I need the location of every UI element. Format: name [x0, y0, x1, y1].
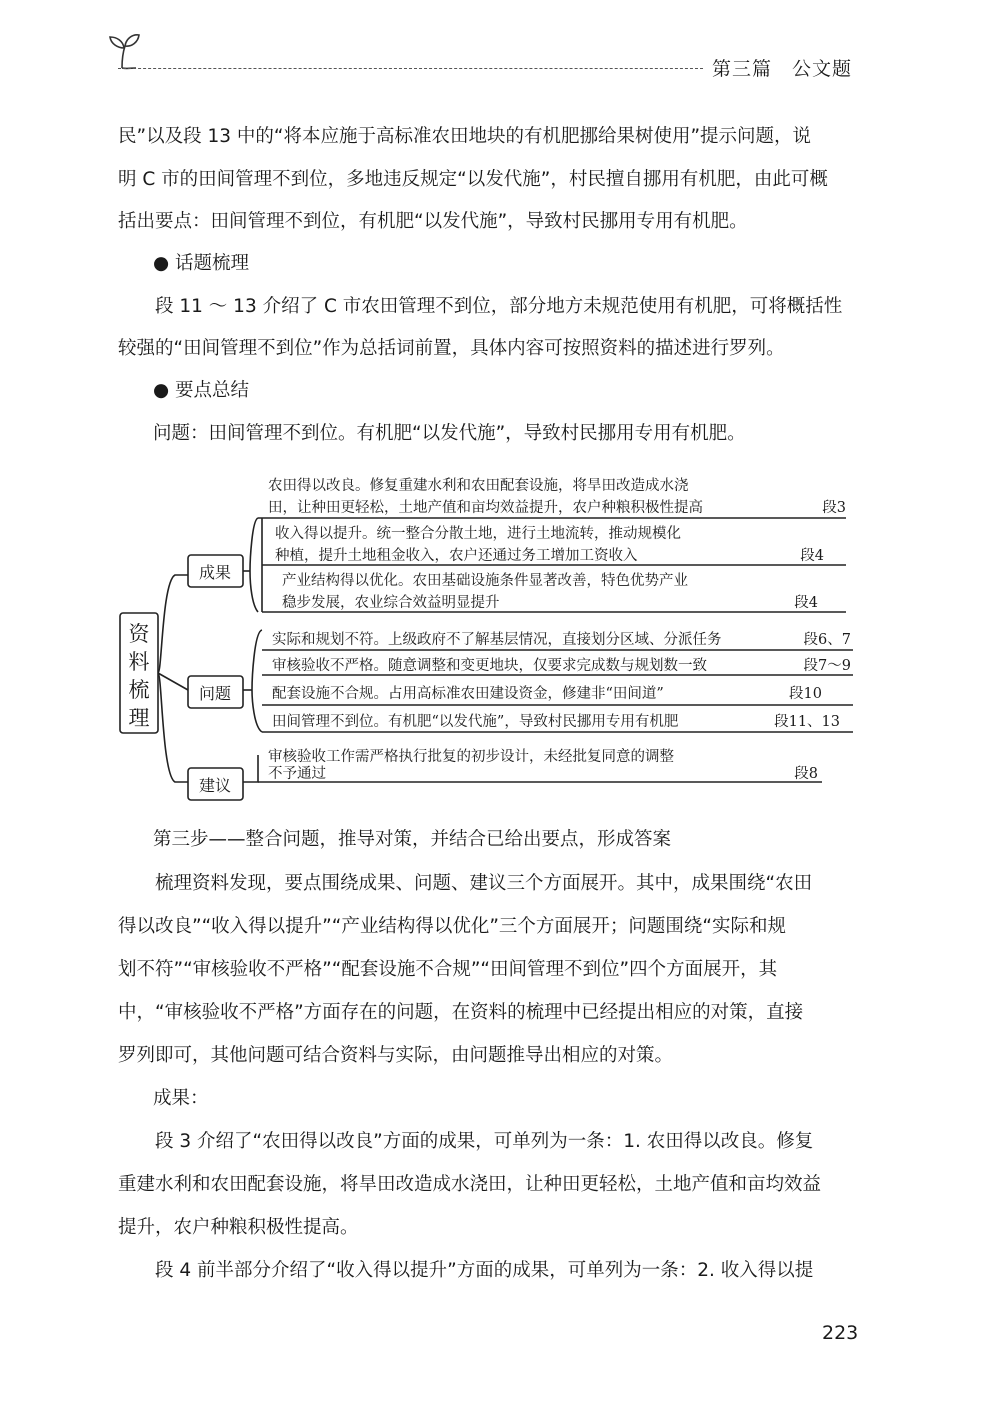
- topic-line: 较强的“田间管理不到位”作为总括词前置，具体内容可按照资料的描述进行罗列。: [118, 338, 785, 359]
- problem-item-text: 实际和规划不符。上级政府不了解基层情况，直接划分区域、分派任务: [272, 632, 722, 648]
- result-item-line: 收入得以提升。统一整合分散土地，进行土地流转，推动规模化: [275, 526, 681, 542]
- problem-item-text: 配套设施不合规。占用高标准农田建设资金，修建非“田间道”: [272, 686, 664, 702]
- branch-label-suggestions: 建议: [198, 776, 232, 795]
- step3-heading: 第三步——整合问题，推导对策，并结合已给出要点，形成答案: [153, 829, 672, 850]
- running-header-title: 第三篇 公文题: [712, 58, 853, 80]
- root-char: 理: [128, 706, 150, 730]
- suggestion-item-line: 审核验收工作需严格执行批复的初步设计，未经批复同意的调整: [268, 749, 674, 765]
- topic-line: 段 11 ～ 13 介绍了 C 市农田管理不到位，部分地方未规范使用有机肥，可将概括性: [155, 296, 843, 317]
- step3-paragraph-line: 段 3 介绍了“农田得以改良”方面的成果，可单列为一条：1. 农田得以改良。修复: [155, 1131, 814, 1152]
- root-char: 梳: [128, 678, 150, 702]
- step3-paragraph-line: 中，“审核验收不严格”方面存在的问题，在资料的梳理中已经提出相应的对策，直接: [118, 1002, 804, 1023]
- intro-line: 括出要点：田间管理不到位，有机肥“以发代施”，导致村民挪用专用有机肥。: [118, 211, 748, 232]
- step3-paragraph-line: 得以改良”“收入得以提升”“产业结构得以优化”三个方面展开；问题围绕“实际和规: [118, 916, 787, 937]
- result-item-ref: 段4: [794, 595, 818, 611]
- root-char: 料: [128, 650, 150, 674]
- suggestion-item-ref: 段8: [794, 766, 818, 782]
- intro-line: 民”以及段 13 中的“将本应施于高标准农田地块的有机肥挪给果树使用”提示问题，说: [118, 126, 812, 147]
- suggestion-item-line: 不予通过: [268, 766, 326, 782]
- topic-heading: ● 话题梳理: [153, 253, 250, 274]
- problem-item-text: 审核验收不严格。随意调整和变更地块，仅要求完成数与规划数一致: [272, 658, 707, 674]
- step3-paragraph-line: 提升，农户种粮积极性提高。: [118, 1217, 359, 1238]
- root-char: 资: [128, 622, 150, 646]
- step3-paragraph-line: 重建水利和农田配套设施，将旱田改造成水浇田，让种田更轻松，土地产值和亩均效益: [118, 1174, 822, 1195]
- result-item-line: 种植，提升土地租金收入，农户还通过务工增加工资收入: [275, 548, 638, 564]
- branch-label-problems: 问题: [198, 684, 232, 703]
- step3-paragraph-line: 梳理资料发现，要点围绕成果、问题、建议三个方面展开。其中，成果围绕“农田: [155, 873, 813, 894]
- results-label: 成果：: [153, 1088, 209, 1109]
- result-item-ref: 段4: [800, 548, 824, 564]
- summary-heading: ● 要点总结: [153, 380, 250, 401]
- problem-item-ref: 段6、7: [803, 632, 851, 648]
- problem-item-ref: 段7～9: [803, 658, 851, 674]
- branch-label-results: 成果: [198, 563, 232, 582]
- result-item-line: 农田得以改良。修复重建水利和农田配套设施，将旱田改造成水浇: [268, 478, 689, 494]
- problem-item-ref: 段10: [789, 686, 822, 702]
- step3-paragraph-line: 罗列即可，其他问题可结合资料与实际，由问题推导出相应的对策。: [118, 1045, 674, 1066]
- intro-line: 明 C 市的田间管理不到位，多地违反规定“以发代施”，村民擅自挪用有机肥，由此可概: [118, 169, 828, 190]
- result-item-line: 稳步发展，农业综合效益明显提升: [282, 595, 500, 611]
- step3-paragraph-line: 划不符”“审核验收不严格”“配套设施不合规”“田间管理不到位”四个方面展开，其: [118, 959, 778, 980]
- page-number: 223: [822, 1322, 859, 1344]
- result-item-line: 田，让种田更轻松，土地产值和亩均效益提升，农户种粮积极性提高: [268, 500, 703, 516]
- summary-text: 问题：田间管理不到位。有机肥“以发代施”，导致村民挪用专用有机肥。: [153, 423, 746, 444]
- problem-item-text: 田间管理不到位。有机肥“以发代施”，导致村民挪用专用有机肥: [272, 714, 679, 730]
- result-item-line: 产业结构得以优化。农田基础设施条件显著改善，特色优势产业: [282, 573, 688, 589]
- step3-paragraph-line: 段 4 前半部分介绍了“收入得以提升”方面的成果，可单列为一条：2. 收入得以提: [155, 1260, 814, 1281]
- result-item-ref: 段3: [822, 500, 846, 516]
- problem-item-ref: 段11、13: [774, 714, 840, 730]
